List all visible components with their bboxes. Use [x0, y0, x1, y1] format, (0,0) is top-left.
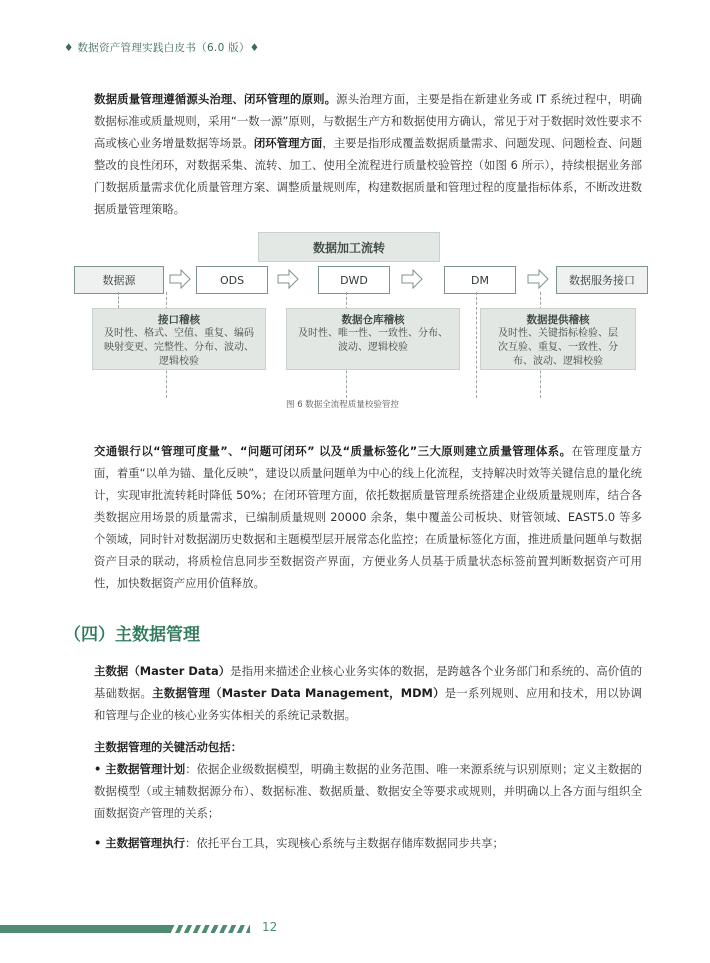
paragraph-text: ：依托平台工具，实现核心系统与主数据存储库数据同步共享； — [184, 836, 504, 850]
arrow-right-icon — [168, 267, 192, 291]
figure-caption: 图 6 数据全流程质量校验管控 — [286, 400, 399, 410]
arrow-right-icon — [526, 267, 550, 291]
paragraph-mdm-plan — [94, 758, 642, 824]
paragraph-text: 源头治理方面，主要是指在新建业务或 IT 系统过程中，明确数据标准或质量规则，采用“一数一源”原则，与数据生产方和数据使用方确认，常见于对于数据时效性要求不高或核心业务增量数据等场景。 — [94, 92, 642, 150]
bold-lead: 数据质量管理遵循源头治理、闭环管理的原则。 — [94, 92, 337, 106]
bold-lead: 闭环管理方面 — [253, 136, 323, 150]
paragraph-key-activities — [94, 736, 642, 758]
paragraph-text: 在管理度量方面，着重“以单为锚、量化反映”，建设以质量问题单为中心的线上化流程，支持解决时效等关键信息的量化统计，实现审批流转耗时降低 50%；在闭环管理方面，依托数据质量管理系统搭建企业级质量规则库，结合各类数据应用场景的质量需求，已编制质量规则 20000 余条，集中覆盖公司板块、财管领域、EAST5.0 等多个领域，同时针对数据湖历史数据和主题模型层开展常态化监控；在质量标签化方面，推进质量问题单与数据资产目录的联动，将质检信息同步至数据资产界面，方便业务人员基于质量状态标签前置判断数据资产可用性，加快数据资产应用价值释放。 — [94, 444, 642, 590]
flow-diagram — [70, 228, 650, 418]
check-line: 映射变更、完整性、分布、波动、 — [104, 342, 254, 353]
bold-lead: • 主数据管理执行 — [94, 836, 185, 850]
paragraph-quality-principles — [94, 88, 642, 220]
paragraph-mdm-exec — [94, 832, 642, 854]
check-title: 接口稽核 — [158, 314, 200, 326]
section-title: （四）主数据管理 — [64, 625, 200, 645]
node-dm: DM — [444, 266, 516, 294]
bold-lead: 主数据管理（Master Data Management，MDM） — [152, 686, 445, 700]
check-line: 及时性、唯一性、一致性、分布、 — [298, 328, 448, 339]
check-title: 数据提供稽核 — [526, 314, 590, 326]
bold-lead: 主数据（Master Data） — [94, 664, 231, 678]
check-line: 波动、逻辑校验 — [338, 342, 408, 353]
paragraph-text: ：依据企业级数据模型，明确主数据的业务范围、唯一来源系统与识别原则；定义主数据的数据模型（或主辅数据源分布）、数据标准、数据质量、数据安全等要求或规则，并明确以上各方面与组织全面数据资产管理的关系； — [94, 762, 642, 820]
node-source: 数据源 — [74, 266, 164, 294]
footer-bar — [0, 925, 170, 933]
arrow-right-icon — [276, 267, 300, 291]
node-ods: ODS — [196, 266, 268, 294]
check-line: 及时性、格式、空值、重复、编码 — [104, 328, 254, 339]
bold-lead: • 主数据管理计划 — [94, 762, 186, 776]
paragraph-master-data — [94, 660, 642, 726]
check-line: 及时性、关键指标检验、层 — [498, 328, 618, 339]
check-title: 数据仓库稽核 — [341, 314, 405, 326]
check-warehouse — [286, 308, 460, 370]
paragraph-text: 是一系列规则、应用和技术，用以协调和管理与企业的核心业务实体相关的系统记录数据。 — [94, 686, 642, 722]
footer-stripes — [170, 925, 250, 933]
bold-lead: 主数据管理的关键活动包括： — [94, 740, 243, 754]
paragraph-bocom — [94, 440, 642, 594]
node-service-api: 数据服务接口 — [556, 266, 648, 294]
node-dwd: DWD — [318, 266, 390, 294]
check-interface — [92, 308, 266, 370]
arrow-right-icon — [400, 267, 424, 291]
page-number: 12 — [262, 920, 278, 934]
flow-top-label: 数据加工流转 — [258, 232, 440, 262]
bold-lead: 交通银行以“管理可度量”、“问题可闭环” 以及“质量标签化”三大原则建立质量管理体系。 — [94, 444, 572, 458]
check-provision — [480, 308, 636, 370]
check-line: 次互验、重复、一致性、分 — [498, 342, 618, 353]
check-line: 布、波动、逻辑校验 — [513, 356, 603, 367]
check-line: 逻辑校验 — [159, 356, 199, 367]
paragraph-text: 是指用来描述企业核心业务实体的数据，是跨越各个业务部门和系统的、高价值的基础数据。 — [94, 664, 642, 700]
paragraph-text: ，主要是指形成覆盖数据质量需求、问题发现、问题检查、问题整改的良性闭环，对数据采集、流转、加工、使用全流程进行质量校验管控（如图 6 所示），持续根据业务部门数据质量需求优化质量管理方案、调整质量规则库，构建数据质量和管理过程的度量指标体系，不断改进数据质量管理策略。 — [94, 136, 642, 216]
running-header: ♦ 数据资产管理实践白皮书（6.0 版）♦ — [64, 42, 260, 54]
